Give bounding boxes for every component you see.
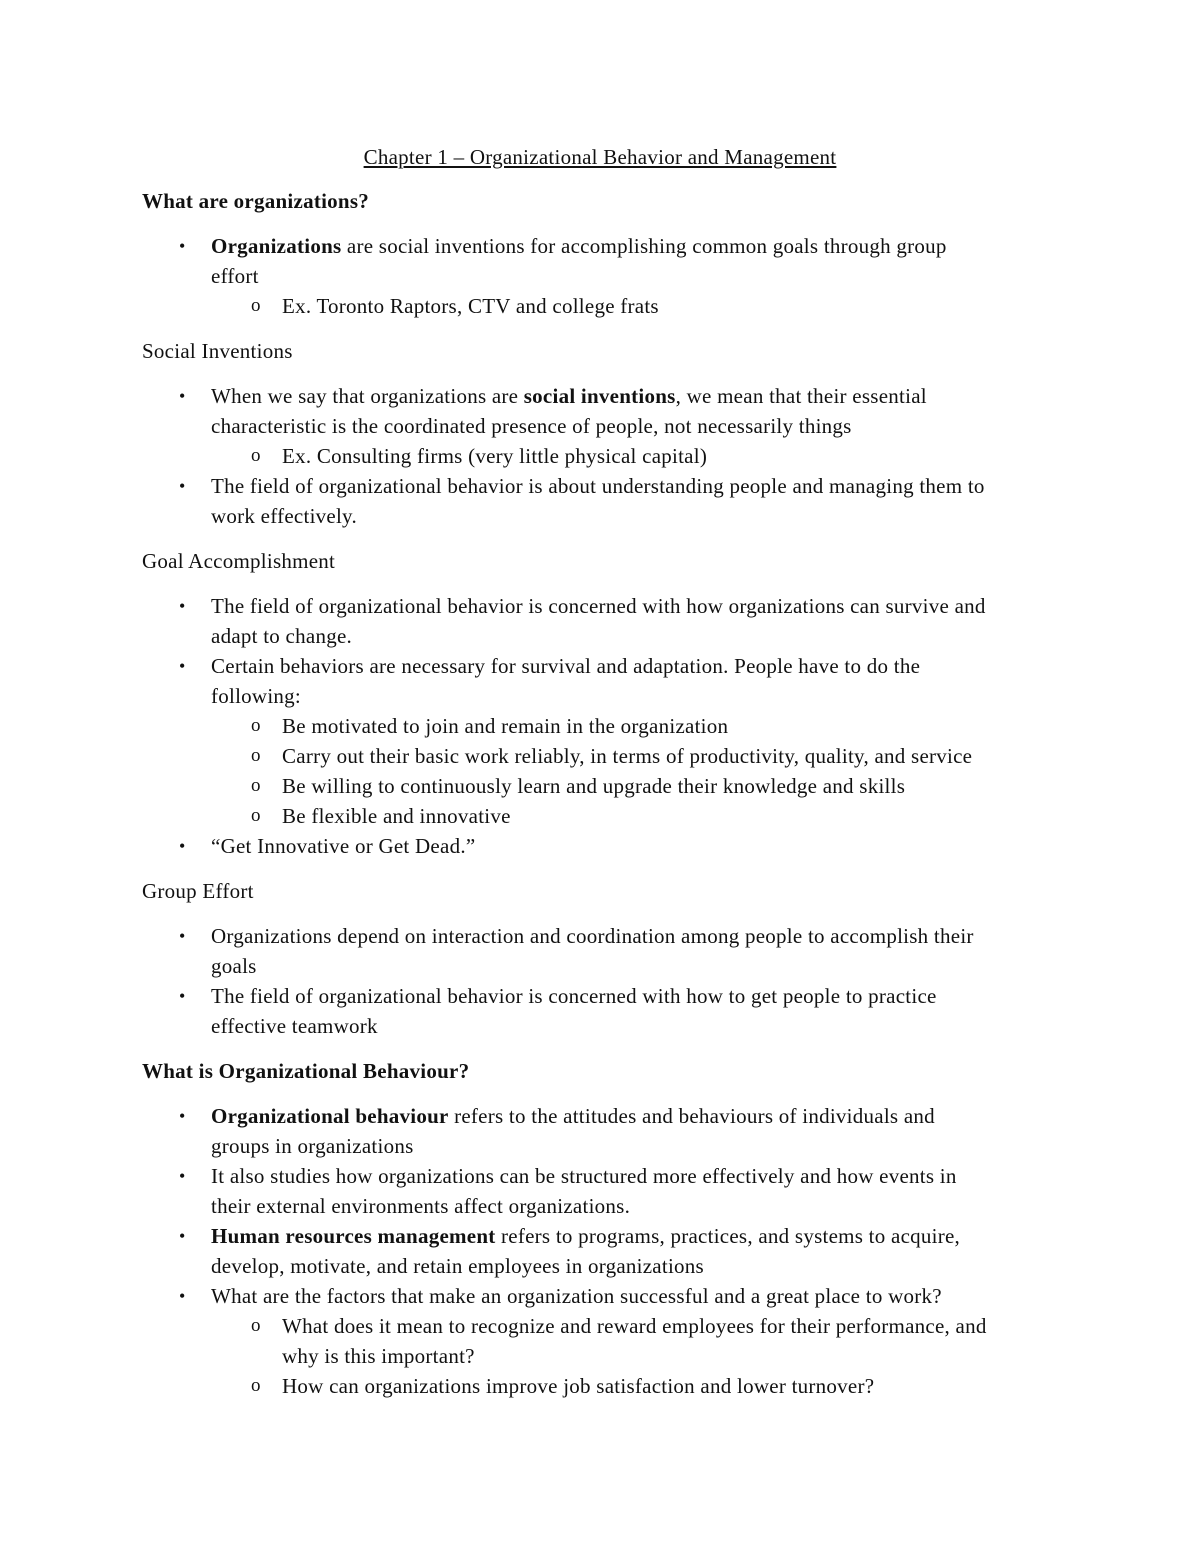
text: Ex. Toronto Raptors, CTV and college frats bbox=[282, 294, 659, 318]
text-line bbox=[282, 771, 1062, 801]
section-heading: Social Inventions bbox=[142, 339, 293, 363]
hollow-bullet-icon: o bbox=[251, 715, 261, 736]
text: goals bbox=[211, 954, 257, 978]
text: Organizations depend on interaction and coordination among people to accomplish their bbox=[211, 924, 974, 948]
text: groups in organizations bbox=[211, 1134, 414, 1158]
sub-list-item bbox=[142, 771, 1062, 801]
sub-list-item bbox=[142, 741, 1062, 771]
sub-list-item bbox=[142, 801, 1062, 831]
text-line bbox=[211, 1011, 1062, 1041]
text: following: bbox=[211, 684, 301, 708]
sub-list-item bbox=[142, 1371, 1062, 1401]
bullet-list bbox=[142, 231, 1062, 321]
bullet-icon: • bbox=[179, 836, 186, 856]
bullet-icon: • bbox=[179, 386, 186, 406]
text-line bbox=[211, 1281, 1062, 1311]
hollow-bullet-icon: o bbox=[251, 805, 261, 826]
text: The field of organizational behavior is concerned with how to get people to practice bbox=[211, 984, 937, 1008]
text: Be willing to continuously learn and upgrade their knowledge and skills bbox=[282, 774, 906, 798]
sub-list-item bbox=[142, 291, 1062, 321]
text: When we say that organizations are bbox=[211, 384, 524, 408]
section-heading: Group Effort bbox=[142, 879, 254, 903]
document-page bbox=[142, 142, 1062, 1416]
text-line bbox=[282, 1311, 1062, 1341]
text-line bbox=[282, 291, 1062, 321]
text: are social inventions for accomplishing common goals through group bbox=[341, 234, 947, 258]
text-line bbox=[211, 621, 1062, 651]
text-line bbox=[211, 1251, 1062, 1281]
bullet-list bbox=[142, 921, 1062, 1041]
bullet-icon: • bbox=[179, 1106, 186, 1126]
section-heading: Goal Accomplishment bbox=[142, 549, 336, 573]
text: Be motivated to join and remain in the organization bbox=[282, 714, 729, 738]
text-line bbox=[211, 261, 1062, 291]
list-item bbox=[142, 1101, 1062, 1161]
text-line bbox=[211, 1161, 1062, 1191]
text: Certain behaviors are necessary for survival and adaptation. People have to do the bbox=[211, 654, 921, 678]
section-heading: What are organizations? bbox=[142, 189, 370, 213]
bullet-icon: • bbox=[179, 476, 186, 496]
text-line bbox=[211, 471, 1062, 501]
sub-list-item bbox=[142, 1311, 1062, 1371]
text-line bbox=[211, 411, 1062, 441]
text: The field of organizational behavior is concerned with how organizations can survive and bbox=[211, 594, 986, 618]
text: develop, motivate, and retain employees in organizations bbox=[211, 1254, 704, 1278]
text-line bbox=[211, 1221, 1062, 1251]
text-line bbox=[282, 1371, 1062, 1401]
bold-term: Organizational behaviour bbox=[211, 1104, 449, 1128]
text-line bbox=[282, 441, 1062, 471]
section-heading: What is Organizational Behaviour? bbox=[142, 1059, 470, 1083]
hollow-bullet-icon: o bbox=[251, 1315, 261, 1336]
list-item bbox=[142, 1221, 1062, 1281]
bullet-list bbox=[142, 1101, 1062, 1401]
text: why is this important? bbox=[282, 1344, 475, 1368]
hollow-bullet-icon: o bbox=[251, 1375, 261, 1396]
text: refers to programs, practices, and systems to acquire, bbox=[495, 1224, 961, 1248]
list-item bbox=[142, 1161, 1062, 1221]
list-item bbox=[142, 1281, 1062, 1311]
text-line bbox=[211, 1101, 1062, 1131]
list-item bbox=[142, 591, 1062, 651]
text: Ex. Consulting firms (very little physical capital) bbox=[282, 444, 708, 468]
sub-list-item bbox=[142, 441, 1062, 471]
text: The field of organizational behavior is about understanding people and managing them to bbox=[211, 474, 985, 498]
text: Be flexible and innovative bbox=[282, 804, 511, 828]
bullet-icon: • bbox=[179, 1166, 186, 1186]
text: effort bbox=[211, 264, 259, 288]
text-line bbox=[282, 1341, 1062, 1371]
text: their external environments affect organizations. bbox=[211, 1194, 631, 1218]
text-line bbox=[211, 591, 1062, 621]
text: “Get Innovative or Get Dead.” bbox=[211, 834, 476, 858]
text-line bbox=[282, 711, 1062, 741]
bold-term: Human resources management bbox=[211, 1224, 496, 1248]
text: work effectively. bbox=[211, 504, 357, 528]
text: How can organizations improve job satisfaction and lower turnover? bbox=[282, 1374, 875, 1398]
list-item bbox=[142, 231, 1062, 291]
text-line bbox=[211, 951, 1062, 981]
bullet-icon: • bbox=[179, 656, 186, 676]
document-body bbox=[142, 186, 1062, 1401]
bullet-icon: • bbox=[179, 236, 186, 256]
text: Carry out their basic work reliably, in terms of productivity, quality, and service bbox=[282, 744, 973, 768]
list-item bbox=[142, 651, 1062, 711]
text-line bbox=[211, 501, 1062, 531]
bold-term: Organizations bbox=[211, 234, 342, 258]
text: characteristic is the coordinated presence of people, not necessarily things bbox=[211, 414, 852, 438]
list-item bbox=[142, 471, 1062, 531]
text: refers to the attitudes and behaviours of individuals and bbox=[448, 1104, 935, 1128]
bullet-list bbox=[142, 381, 1062, 531]
text-line bbox=[211, 381, 1062, 411]
bold-term: social inventions bbox=[523, 384, 676, 408]
list-item bbox=[142, 831, 1062, 861]
text: effective teamwork bbox=[211, 1014, 378, 1038]
list-item bbox=[142, 381, 1062, 441]
bullet-icon: • bbox=[179, 596, 186, 616]
bullet-icon: • bbox=[179, 1286, 186, 1306]
hollow-bullet-icon: o bbox=[251, 445, 261, 466]
text: , we mean that their essential bbox=[675, 384, 927, 408]
text-line bbox=[211, 231, 1062, 261]
text-line bbox=[211, 831, 1062, 861]
document-title: Chapter 1 – Organizational Behavior and Management bbox=[363, 145, 837, 169]
text-line bbox=[211, 981, 1062, 1011]
text: adapt to change. bbox=[211, 624, 353, 648]
text-line bbox=[211, 921, 1062, 951]
hollow-bullet-icon: o bbox=[251, 295, 261, 316]
text-line bbox=[211, 681, 1062, 711]
bullet-icon: • bbox=[179, 1226, 186, 1246]
hollow-bullet-icon: o bbox=[251, 775, 261, 796]
text-line bbox=[282, 741, 1062, 771]
list-item bbox=[142, 981, 1062, 1041]
text-line bbox=[211, 651, 1062, 681]
sub-list-item bbox=[142, 711, 1062, 741]
text-line bbox=[211, 1131, 1062, 1161]
text-line bbox=[211, 1191, 1062, 1221]
bullet-list bbox=[142, 591, 1062, 861]
text: It also studies how organizations can be structured more effectively and how events in bbox=[211, 1164, 957, 1188]
text-line bbox=[282, 801, 1062, 831]
bullet-icon: • bbox=[179, 986, 186, 1006]
text: What does it mean to recognize and reward employees for their performance, and bbox=[282, 1314, 987, 1338]
bullet-icon: • bbox=[179, 926, 186, 946]
hollow-bullet-icon: o bbox=[251, 745, 261, 766]
text: What are the factors that make an organization successful and a great place to work? bbox=[211, 1284, 942, 1308]
list-item bbox=[142, 921, 1062, 981]
